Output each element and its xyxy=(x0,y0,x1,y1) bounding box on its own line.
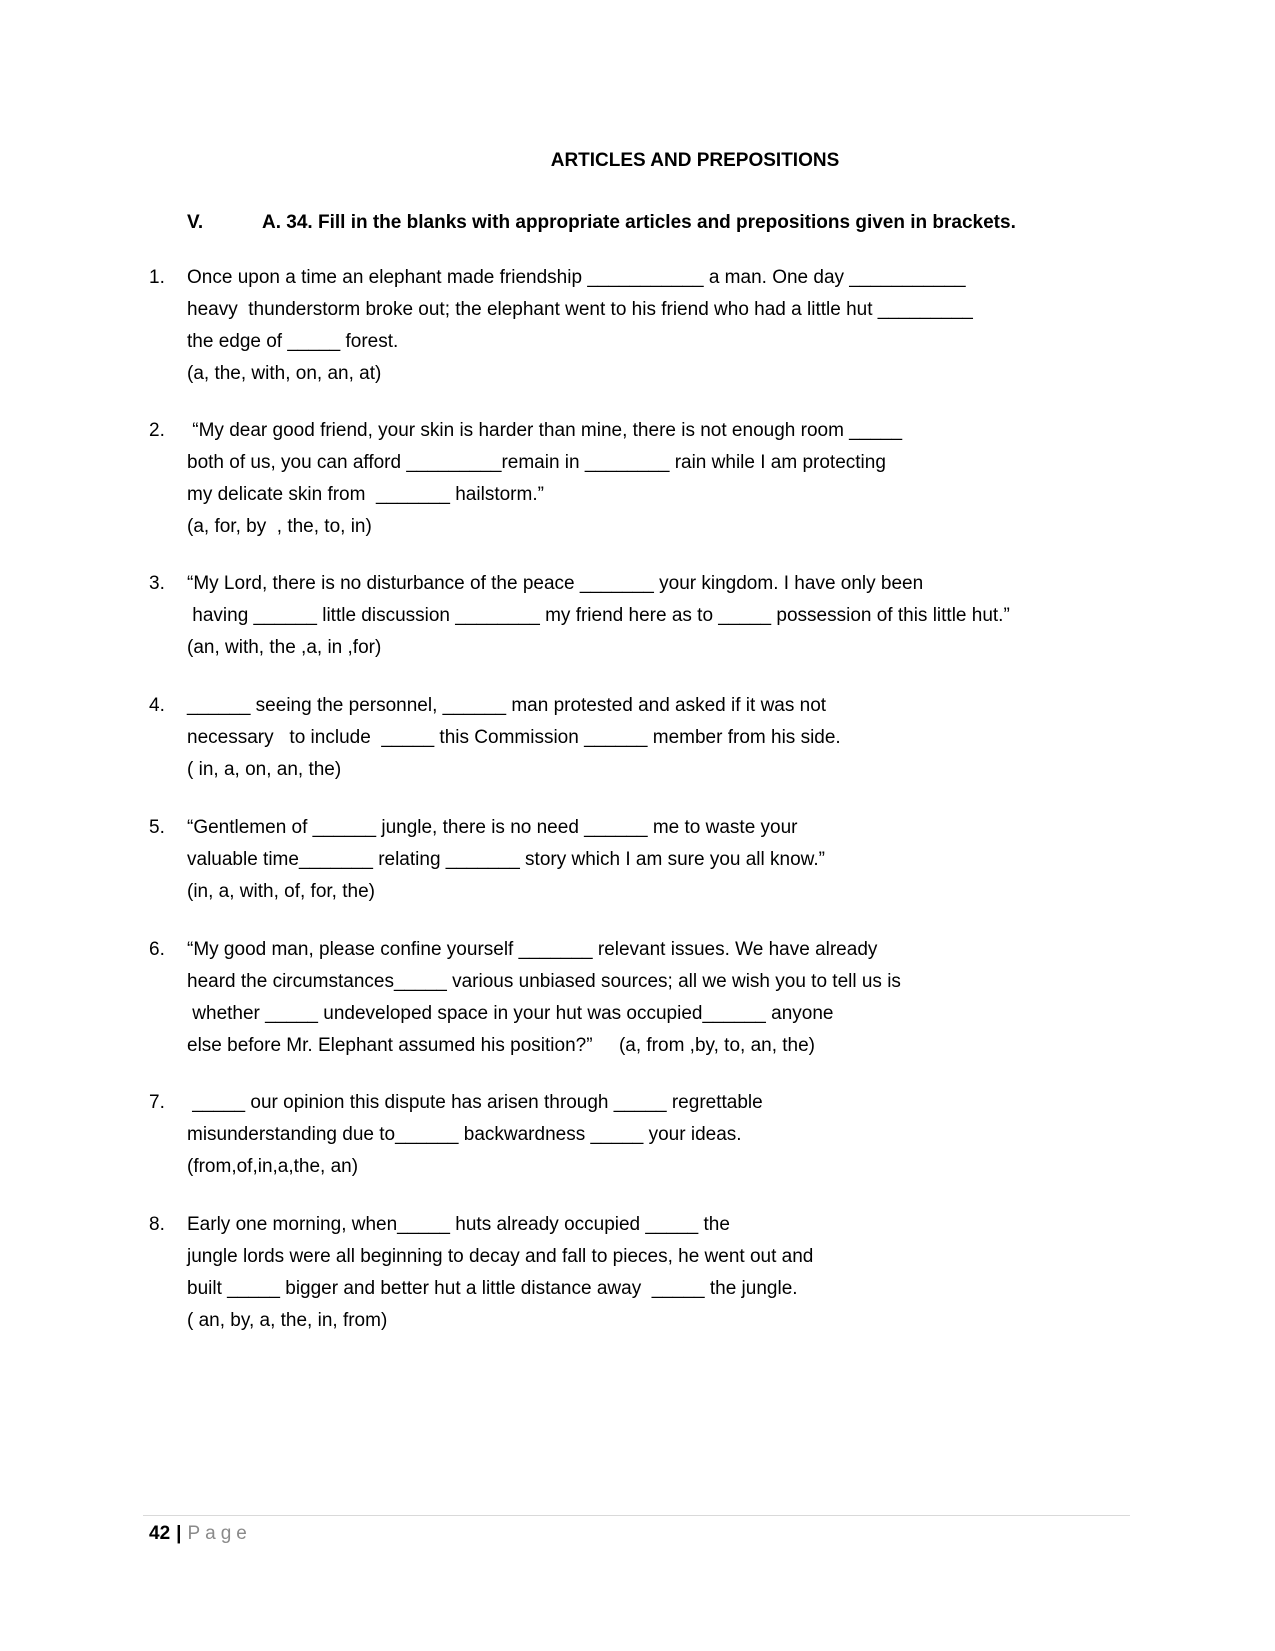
question-body xyxy=(187,690,1147,786)
footer-divider xyxy=(143,1515,1130,1516)
question-number: 6. xyxy=(149,939,165,960)
question-number: 7. xyxy=(149,1092,165,1113)
question-line: heard the circumstances_____ various unbiased sources; all we wish you to tell us is xyxy=(187,971,901,992)
question-line: Early one morning, when_____ huts already occupied _____ the xyxy=(187,1214,730,1235)
footer-separator: | xyxy=(176,1523,182,1544)
question-number: 4. xyxy=(149,695,165,716)
section-roman-numeral: V. xyxy=(187,212,204,233)
question-line: my delicate skin from _______ hailstorm.” xyxy=(187,484,544,505)
question-body xyxy=(187,812,1147,908)
question-line: ______ seeing the personnel, ______ man protested and asked if it was not xyxy=(187,695,827,716)
question-line: “Gentlemen of ______ jungle, there is no need ______ me to waste your xyxy=(187,817,798,838)
question-body xyxy=(187,568,1147,664)
answer-options: (a, the, with, on, an, at) xyxy=(187,363,382,384)
answer-options: (in, a, with, of, for, the) xyxy=(187,881,375,902)
question-line: the edge of _____ forest. xyxy=(187,331,399,352)
page-number: 42 xyxy=(149,1523,171,1544)
question-body xyxy=(187,262,1147,390)
question-line: valuable time_______ relating _______ story which I am sure you all know.” xyxy=(187,849,825,870)
question-line-with-options: else before Mr. Elephant assumed his position?” (a, from ,by, to, an, the) xyxy=(187,1035,816,1056)
question-line: misunderstanding due to______ backwardness _____ your ideas. xyxy=(187,1124,742,1145)
answer-options: (from,of,in,a,the, an) xyxy=(187,1156,359,1177)
exercise-instruction xyxy=(187,212,1016,234)
question-number: 2. xyxy=(149,420,165,441)
question-line: “My dear good friend, your skin is harder than mine, there is not enough room _____ xyxy=(187,420,903,441)
answer-options: (a, for, by , the, to, in) xyxy=(187,516,372,537)
question-line: jungle lords were all beginning to decay and fall to pieces, he went out and xyxy=(187,1246,814,1267)
question-number: 3. xyxy=(149,573,165,594)
page-label: Page xyxy=(187,1523,252,1544)
question-line: _____ our opinion this dispute has arisen through _____ regrettable xyxy=(187,1092,763,1113)
question-line: having ______ little discussion ________ my friend here as to _____ possession of this little hut.” xyxy=(187,605,1010,626)
instruction-text: A. 34. Fill in the blanks with appropriate articles and prepositions given in brackets. xyxy=(262,212,1016,233)
question-line: Once upon a time an elephant made friendship ___________ a man. One day ___________ xyxy=(187,267,966,288)
answer-options: (an, with, the ,a, in ,for) xyxy=(187,637,382,658)
question-number: 8. xyxy=(149,1214,165,1235)
question-line: built _____ bigger and better hut a little distance away _____ the jungle. xyxy=(187,1278,798,1299)
question-line: whether _____ undeveloped space in your hut was occupied______ anyone xyxy=(187,1003,834,1024)
question-number: 1. xyxy=(149,267,165,288)
question-line: necessary to include _____ this Commission ______ member from his side. xyxy=(187,727,841,748)
question-body xyxy=(187,1087,1147,1183)
question-line: both of us, you can afford _________remain in ________ rain while I am protecting xyxy=(187,452,886,473)
page-footer xyxy=(149,1523,252,1545)
question-line: heavy thunderstorm broke out; the elephant went to his friend who had a little hut _________ xyxy=(187,299,973,320)
question-line: “My good man, please confine yourself _______ relevant issues. We have already xyxy=(187,939,878,960)
question-body xyxy=(187,415,1147,543)
question-body xyxy=(187,934,1147,1062)
answer-options: ( in, a, on, an, the) xyxy=(187,759,342,780)
question-line: “My Lord, there is no disturbance of the peace _______ your kingdom. I have only been xyxy=(187,573,924,594)
question-body xyxy=(187,1209,1147,1337)
answer-options: ( an, by, a, the, in, from) xyxy=(187,1310,388,1331)
page-title: ARTICLES AND PREPOSITIONS xyxy=(550,150,840,171)
question-number: 5. xyxy=(149,817,165,838)
